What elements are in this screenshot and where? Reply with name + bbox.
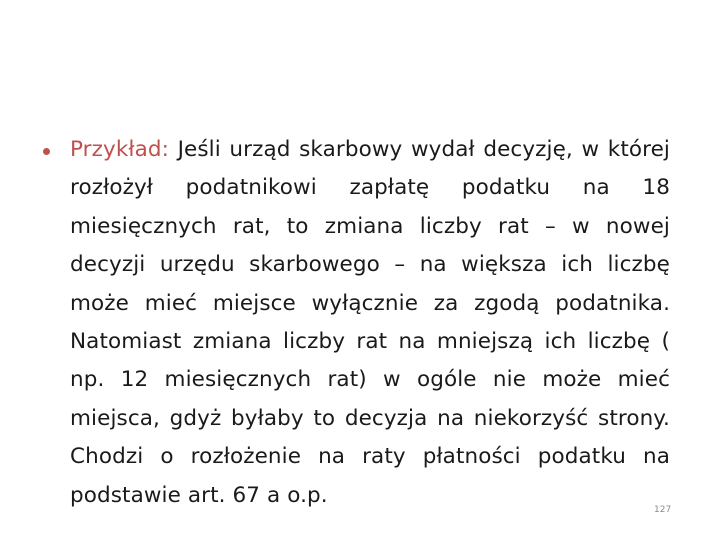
bullet-text: Jeśli urząd skarbowy wydał decyzję, w której rozłożył podatnikowi zapłatę podatku na 18 miesięcznych rat, to zmiana liczby rat – w nowej decyzji urzędu skarbowego – na większa ich liczbę może mieć miejsce wyłącznie za zgodą podatnika. Natomiast zmiana liczby rat na mniejszą ich liczbę ( np. 12 miesięcznych rat) w ogóle nie może mieć miejsca, gdyż byłaby to decyzja na niekorzyść strony. Chodzi o rozłożenie na raty płatności podatku na podstawie art. 67 a o.p. bbox=[70, 137, 670, 508]
example-label: Przykład: bbox=[70, 137, 169, 162]
bullet-icon bbox=[43, 148, 50, 155]
slide-number: 127 bbox=[654, 505, 672, 515]
bullet-paragraph bbox=[70, 131, 670, 515]
